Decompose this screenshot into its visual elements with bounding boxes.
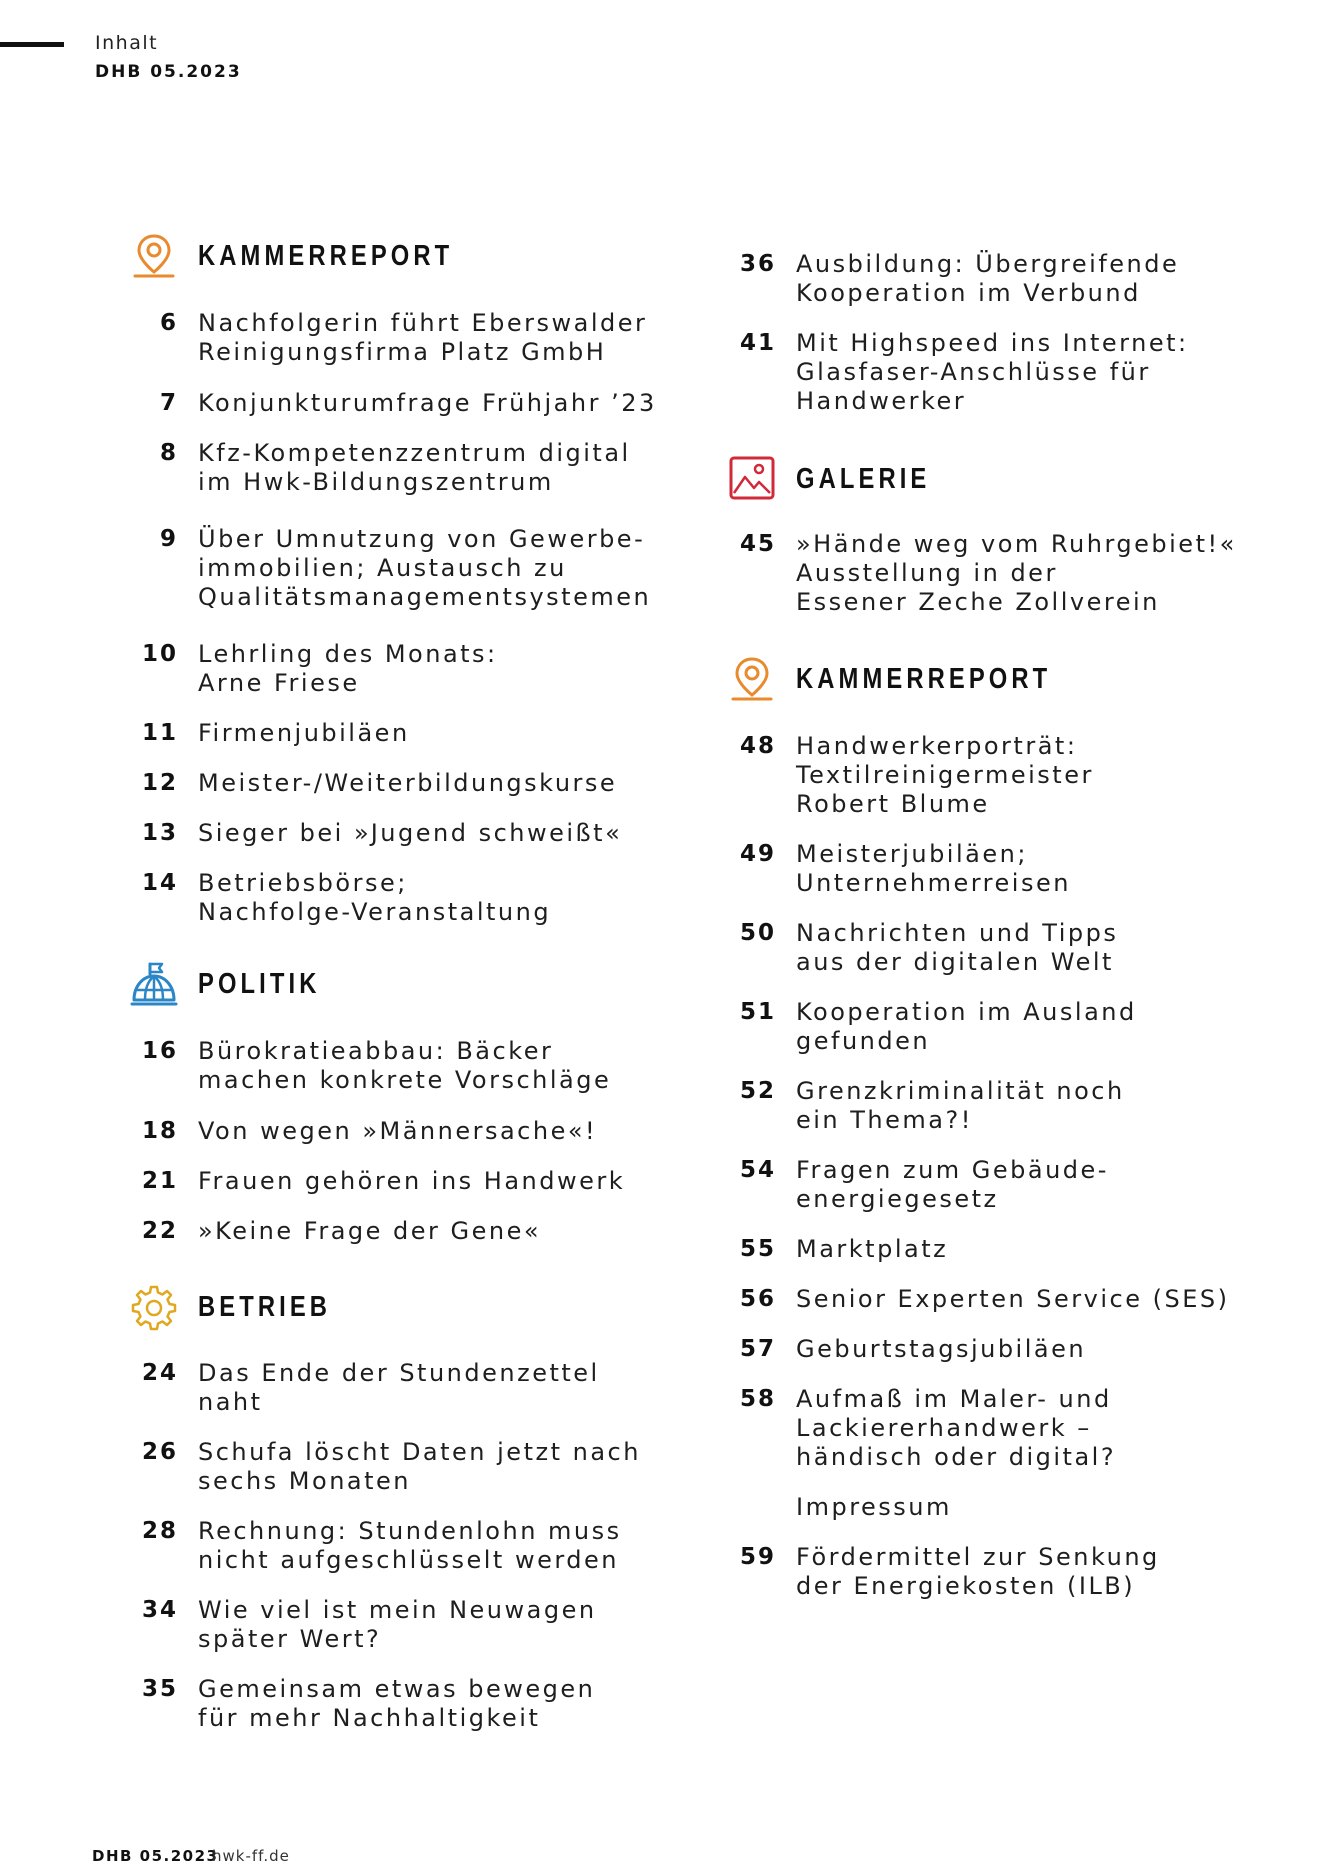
page-number: 54 [739,1157,776,1183]
section-kammerreport-2 [728,655,1288,715]
page-number: 55 [739,1236,776,1262]
entry-title: Nachrichten und Tipps aus der digitalen Welt [796,919,1119,976]
entry-title: Frauen gehören ins Handwerk [198,1167,626,1195]
page-number: 7 [159,390,178,416]
entry-title: Fördermittel zur Senkung der Energiekosten (ILB) [796,1543,1160,1600]
section-title: KAMMERREPORT [796,663,1052,695]
page-number: 24 [141,1360,178,1386]
entry-title: Grenzkriminalität noch ein Thema?! [796,1077,1125,1134]
entry-title: Wie viel ist mein Neuwagen später Wert? [198,1596,597,1653]
entry-title: Konjunkturumfrage Frühjahr ’23 [198,389,657,417]
page-number: 12 [141,770,178,796]
entry-title: Nachfolgerin führt Eberswalder Reinigungsfirma Platz GmbH [198,309,648,366]
page-number: 26 [141,1439,178,1465]
section-galerie [728,455,1288,515]
page-number: 16 [141,1038,178,1064]
page-number: 22 [141,1218,178,1244]
entry-title: Marktplatz [796,1235,949,1263]
page-number: 50 [739,920,776,946]
entry-title: Schufa löscht Daten jetzt nach sechs Monaten [198,1438,641,1495]
entry-title: Sieger bei »Jugend schweißt« [198,819,623,847]
section-title: KAMMERREPORT [198,240,454,272]
page-number: 11 [141,720,178,746]
page-number: 57 [739,1336,776,1362]
section-betrieb [130,1283,690,1343]
page-number: 51 [739,999,776,1025]
section-politik [130,960,690,1020]
page-number: 41 [739,330,776,356]
section-title: BETRIEB [198,1291,332,1323]
image-icon [728,455,776,503]
globe-flag-icon [130,960,178,1008]
footer-issue: DHB 05.2023 [92,1847,219,1865]
page-number: 52 [739,1078,776,1104]
entry-title: Von wegen »Männersache«! [198,1117,598,1145]
entry-title: Meister-/Weiterbildungskurse [198,769,618,797]
entry-title: Lehrling des Monats: Arne Friese [198,640,498,697]
entry-title: Über Umnutzung von Gewerbe- immobilien; Austausch zu Qualitätsmanagementsystemen [198,525,652,611]
top-accent-bar [0,42,64,47]
entry-title: Aufmaß im Maler- und Lackiererhandwerk – händisch oder digital? [796,1385,1117,1471]
entry-title: Impressum [796,1493,952,1521]
entry-title: Fragen zum Gebäude- energiegesetz [796,1156,1109,1213]
page-number: 59 [739,1544,776,1570]
page-number: 8 [159,440,178,466]
entry-title: »Keine Frage der Gene« [198,1217,542,1245]
entry-title: Kfz-Kompetenzzentrum digital im Hwk-Bildungszentrum [198,439,631,496]
header-label: Inhalt [95,32,159,54]
section-title: POLITIK [198,968,321,1000]
entry-title: Bürokratieabbau: Bäcker machen konkrete Vorschläge [198,1037,612,1094]
header-issue: DHB 05.2023 [95,62,242,82]
section-kammerreport [130,232,690,292]
page-number: 18 [141,1118,178,1144]
entry-title: Firmenjubiläen [198,719,410,747]
entry-title: Handwerkerporträt: Textilreinigermeister Robert Blume [796,732,1094,818]
entry-title: Geburtstagsjubiläen [796,1335,1087,1363]
gear-icon [130,1283,178,1331]
entry-title: Betriebsbörse; Nachfolge-Veranstaltung [198,869,552,926]
page-number: 36 [739,251,776,277]
entry-title: Kooperation im Ausland gefunden [796,998,1137,1055]
page-number: 13 [141,820,178,846]
location-pin-icon [130,232,178,280]
entry-title: Senior Experten Service (SES) [796,1285,1230,1313]
page-number: 9 [159,526,178,552]
page-number: 14 [141,870,178,896]
entry-title: Meisterjubiläen; Unternehmerreisen [796,840,1071,897]
section-title: GALERIE [796,463,931,495]
entry-title: Gemeinsam etwas bewegen für mehr Nachhaltigkeit [198,1675,596,1732]
page-number: 49 [739,841,776,867]
page-number: 21 [141,1168,178,1194]
entry-title: Ausbildung: Übergreifende Kooperation im Verbund [796,250,1180,307]
page-number: 56 [739,1286,776,1312]
page-number: 28 [141,1518,178,1544]
page-number: 10 [141,641,178,667]
entry-title: Rechnung: Stundenlohn muss nicht aufgeschlüsselt werden [198,1517,622,1574]
page-number: 6 [159,310,178,336]
entry-title: Das Ende der Stundenzettel naht [198,1359,600,1416]
entry-title: Mit Highspeed ins Internet: Glasfaser-Anschlüsse für Handwerker [796,329,1189,415]
page-number: 35 [141,1676,178,1702]
footer-website[interactable]: hwk-ff.de [212,1847,290,1865]
page-number: 58 [739,1386,776,1412]
location-pin-icon [728,655,776,703]
page-number: 34 [141,1597,178,1623]
page-number: 45 [739,531,776,557]
entry-title: »Hände weg vom Ruhrgebiet!« Ausstellung in der Essener Zeche Zollverein [796,530,1237,616]
page-number: 48 [739,733,776,759]
